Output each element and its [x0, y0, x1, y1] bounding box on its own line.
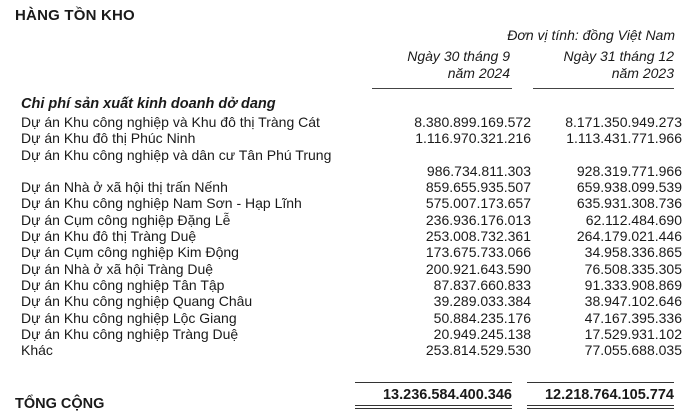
- row-label: Dự án Cụm công nghiệp Đặng Lễ: [21, 211, 231, 228]
- total-rule-bottom-2023: [527, 405, 674, 406]
- total-rule-top-2023: [527, 382, 674, 383]
- table-row: [21, 179, 682, 195]
- table-row: [21, 244, 682, 260]
- row-label: Dự án Khu công nghiệp Tràng Duệ: [21, 325, 239, 342]
- row-value-2023: 77.055.688.035: [584, 342, 682, 359]
- column-header-date: Ngày 31 tháng 12: [563, 48, 674, 64]
- table-row: [21, 310, 682, 326]
- row-value-2024: 236.936.176.013: [425, 211, 531, 228]
- table-row: [21, 326, 682, 342]
- row-label: Dự án Khu công nghiệp Tân Tập: [21, 276, 225, 293]
- total-value-2023: 12.218.764.105.774: [544, 387, 674, 403]
- inventory-table: [21, 114, 682, 358]
- row-value-2023: 38.947.102.646: [584, 293, 682, 310]
- column-header-year: năm 2024: [447, 65, 510, 81]
- row-value-2024: 253.814.529.530: [425, 342, 531, 359]
- row-value-2024: 859.655.935.507: [425, 179, 531, 196]
- row-label: Dự án Khu công nghiệp Nam Sơn - Hạp Lĩnh: [21, 195, 302, 212]
- table-row: [21, 342, 682, 358]
- row-value-2024: 986.734.811.303: [426, 162, 531, 179]
- row-value-2024: 173.675.733.066: [425, 244, 531, 261]
- table-row: [21, 130, 682, 146]
- table-row: [21, 293, 682, 309]
- row-value-2024: 200.921.643.590: [425, 260, 531, 277]
- row-label: Dự án Cụm công nghiệp Kim Động: [21, 244, 239, 261]
- table-row: [21, 212, 682, 228]
- row-label: Dự án Khu đô thị Tràng Duệ: [21, 228, 197, 245]
- row-value-2023: 76.508.335.305: [584, 260, 682, 277]
- table-row: [21, 114, 682, 130]
- row-value-2023: 47.167.395.336: [584, 309, 682, 326]
- total-rule-bottom-2024: [355, 405, 512, 406]
- table-row: [21, 228, 682, 244]
- row-value-2023: 635.931.308.736: [576, 195, 682, 212]
- row-label: Khác: [21, 342, 53, 359]
- row-value-2024: 39.289.033.384: [433, 293, 531, 310]
- page-title: HÀNG TỒN KHO: [15, 7, 135, 24]
- total-label: TỔNG CỘNG: [15, 396, 105, 412]
- total-rule-bottom2-2024: [355, 408, 512, 409]
- row-value-2024: 1.116.970.321.216: [415, 130, 531, 147]
- row-label: Dự án Khu công nghiệp và Khu đô thị Tràng Cát: [21, 114, 320, 130]
- row-label: Dự án Khu công nghiệp và dân cư Tân Phú Trung: [21, 146, 332, 163]
- section-title: Chi phí sản xuất kinh doanh dở dang: [21, 96, 276, 112]
- column-header-2024: [360, 48, 510, 82]
- row-value-2024: 20.949.245.138: [433, 325, 531, 342]
- row-label: Dự án Khu công nghiệp Lộc Giang: [21, 309, 237, 326]
- total-rule-bottom2-2023: [527, 408, 674, 409]
- table-row: [21, 277, 682, 293]
- table-row: [21, 195, 682, 211]
- row-value-2023: 659.938.099.539: [576, 179, 682, 196]
- row-value-2023: 264.179.021.446: [576, 228, 682, 245]
- row-value-2023: 17.529.931.102: [584, 325, 682, 342]
- row-value-2023: 91.333.908.869: [584, 276, 682, 293]
- header-underline-2024: [372, 88, 512, 89]
- currency-unit-note: Đơn vị tính: đồng Việt Nam: [507, 27, 675, 43]
- column-header-2023: [524, 48, 674, 82]
- row-value-2023: 928.319.771.966: [576, 162, 682, 179]
- header-underline-2023: [533, 88, 674, 89]
- table-row: [21, 261, 682, 277]
- row-label: Dự án Khu đô thị Phúc Ninh: [21, 130, 196, 147]
- row-value-2023: 62.112.484.690: [585, 211, 682, 228]
- row-value-2023: 34.958.336.865: [584, 244, 682, 261]
- row-value-2024: 8.380.899.169.572: [414, 114, 531, 130]
- row-label: Dự án Khu công nghiệp Quang Châu: [21, 293, 253, 310]
- row-label: Dự án Nhà ở xã hội thị trấn Nếnh: [21, 179, 228, 196]
- row-value-2024: 50.884.235.176: [433, 309, 531, 326]
- column-header-year: năm 2023: [611, 65, 674, 81]
- row-value-2024: 87.837.660.833: [433, 276, 531, 293]
- row-value-2023: 8.171.350.949.273: [565, 114, 682, 130]
- row-label: Dự án Nhà ở xã hội Tràng Duệ: [21, 260, 214, 277]
- total-value-2024: 13.236.584.400.346: [382, 387, 512, 403]
- row-value-2023: 1.113.431.771.966: [566, 130, 682, 147]
- total-rule-top-2024: [355, 382, 512, 383]
- table-row: [21, 147, 682, 180]
- row-value-2024: 575.007.173.657: [425, 195, 531, 212]
- column-header-date: Ngày 30 tháng 9: [407, 48, 510, 64]
- row-value-2024: 253.008.732.361: [425, 228, 531, 245]
